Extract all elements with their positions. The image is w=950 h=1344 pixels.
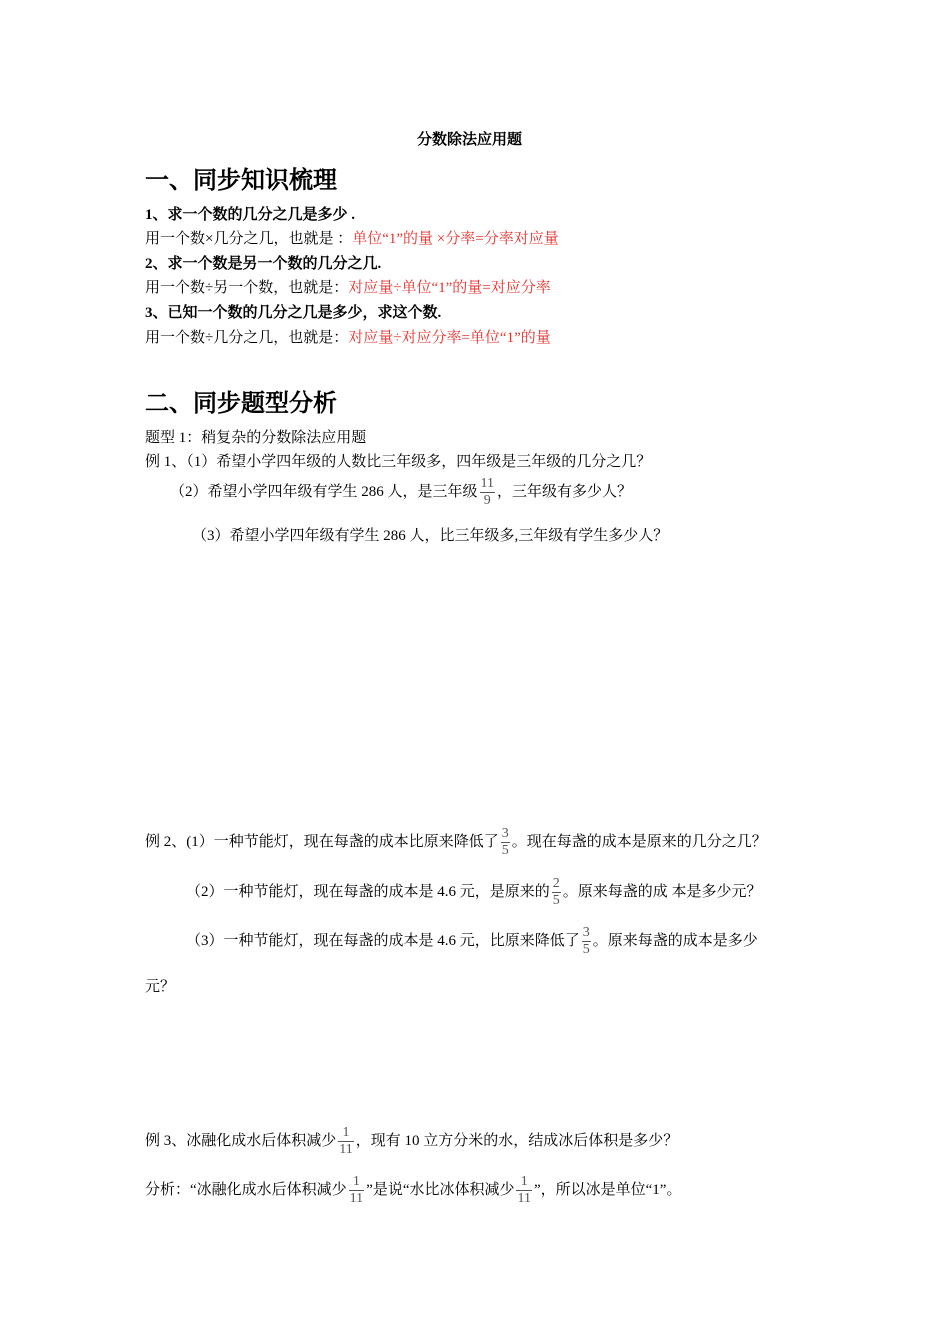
ex3-text-b: ，现有 10 立方分米的水，结成冰后体积是多少？ (355, 1132, 679, 1149)
item3-title: 3、已知一个数的几分之几是多少，求这个数. (145, 305, 442, 321)
analysis-text-a: 分析：“冰融化成水后体积减少 (145, 1181, 347, 1198)
item3-line (145, 326, 551, 347)
ex1-q2-text-a: （2）希望小学四年级有学生 286 人，是三年级 (170, 483, 478, 500)
item2-line (145, 276, 551, 297)
analysis-text-c: ”，所以冰是单位“1”。 (533, 1181, 682, 1198)
fraction-numerator: 1 (349, 1174, 364, 1191)
section1-heading: 一、同步知识梳理 (145, 166, 337, 194)
fraction-numerator: 1 (516, 1174, 531, 1191)
ex1-q1: 例 1、（1）希望小学四年级的人数比三年级多，四年级是三年级的几分之几？ (145, 454, 652, 470)
ex1-q2 (170, 476, 632, 509)
ex1-q2-text-b: ，三年级有多少人？ (497, 483, 633, 500)
ex2-q3-continued: 元？ (145, 979, 176, 995)
fraction-denominator: 5 (501, 843, 509, 858)
ex3-text-a: 例 3、冰融化成水后体积减少 (145, 1132, 337, 1149)
ex2-q3-text-b: 。原来每盏的成本是多少 (592, 932, 758, 949)
ex2-q1-text-b: 。现在每盏的成本是原来的几分之几？ (511, 833, 767, 850)
fraction-numerator: 1 (338, 1125, 353, 1142)
item1-formula: 单位“1”的量 ×分率=分率对应量 (352, 231, 559, 247)
fraction-11-9 (480, 476, 495, 509)
ex2-q1 (145, 826, 767, 859)
fraction-denominator: 9 (483, 493, 491, 508)
ex2-q2 (186, 876, 762, 909)
item1-line (145, 227, 559, 248)
item3-desc: 用一个数÷几分之几，也就是： (145, 330, 349, 346)
analysis-text-b: ”是说“水比冰体积减少 (366, 1181, 515, 1198)
section2-heading: 二、同步题型分析 (145, 389, 337, 417)
item2-desc: 用一个数÷另一个数，也就是： (145, 280, 349, 296)
ex3-analysis (145, 1174, 681, 1207)
fraction-numerator: 3 (501, 826, 509, 841)
fraction-denominator: 11 (339, 1142, 353, 1157)
item1-desc: 用一个数×几分之几，也就是 ： (145, 231, 353, 247)
fraction-numerator: 3 (582, 925, 590, 940)
ex3-question (145, 1125, 678, 1158)
fraction-1-11 (516, 1174, 531, 1207)
item2-title: 2、求一个数是另一个数的几分之几. (145, 256, 382, 272)
ex2-q2-text-a: （2）一种节能灯，现在每盏的成本是 4.6 元，是原来的 (186, 883, 550, 900)
ex2-q1-text-a: 例 2、(1）一种节能灯，现在每盏的成本比原来降低了 (145, 833, 499, 850)
fraction-3-5 (501, 826, 510, 859)
fraction-denominator: 11 (517, 1191, 531, 1206)
fraction-denominator: 11 (349, 1191, 364, 1206)
fraction-3-5 (582, 925, 591, 958)
fraction-denominator: 5 (582, 942, 590, 957)
fraction-numerator: 2 (552, 876, 560, 891)
page-title: 分数除法应用题 (417, 132, 523, 148)
fraction-2-5 (552, 876, 561, 909)
type1-label: 题型 1：稍复杂的分数除法应用题 (145, 430, 367, 446)
item3-formula: 对应量÷对应分率=单位“1”的量 (348, 330, 551, 346)
item1-title: 1、求一个数的几分之几是多少 . (145, 207, 356, 223)
fraction-numerator: 11 (480, 476, 494, 491)
fraction-1-11 (338, 1125, 353, 1158)
ex2-q3 (186, 925, 758, 958)
item2-formula: 对应量÷单位“1”的量=对应分率 (348, 280, 551, 296)
fraction-1-11 (349, 1174, 364, 1207)
ex2-q2-text-b: 。原来每盏的成 本是多少元？ (562, 883, 762, 900)
fraction-denominator: 5 (552, 893, 560, 908)
ex2-q3-text-a: （3）一种节能灯，现在每盏的成本是 4.6 元，比原来降低了 (186, 932, 580, 949)
ex1-q3: （3）希望小学四年级有学生 286 人，比三年级多,三年级有学生多少人？ (192, 528, 669, 544)
